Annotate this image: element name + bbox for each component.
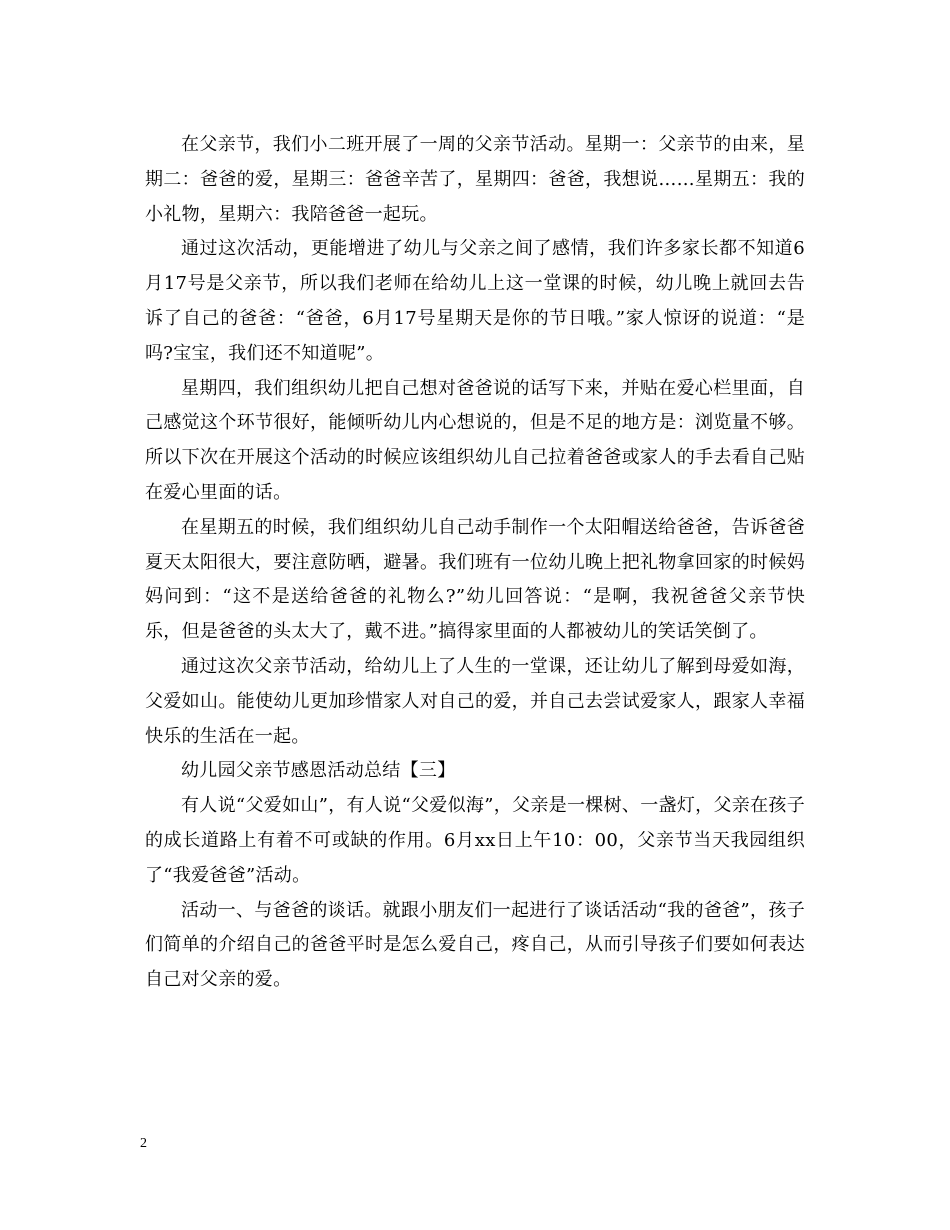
paragraph: 星期四，我们组织幼儿把自己想对爸爸说的话写下来，并贴在爱心栏里面，自己感觉这个环节很好，能倾听幼儿内心想说的，但是不足的地方是：浏览量不够。所以下次在开展这个活动的时候应该组织幼儿自己拉着爸爸或家人的手去看自己贴在爱心里面的话。: [145, 377, 805, 503]
paragraph: 有人说“父爱如山”，有人说“父爱似海”，父亲是一棵树、一盏灯，父亲在孩子的成长道路上有着不可或缺的作用。6月xx日上午10：00，父亲节当天我园组织了“我爱爸爸”活动。: [145, 795, 805, 886]
paragraph: 通过这次父亲节活动，给幼儿上了人生的一堂课，还让幼儿了解到母爱如海，父爱如山。能使幼儿更加珍惜家人对自己的爱，并自己去尝试爱家人，跟家人幸福快乐的生活在一起。: [145, 655, 805, 747]
paragraph: 通过这次活动，更能增进了幼儿与父亲之间了感情，我们许多家长都不知道6月17号是父亲节，所以我们老师在给幼儿上这一堂课的时候，幼儿晚上就回去告诉了自己的爸爸：“爸爸，6月17号星期天是你的节日哦。”家人惊讶的说道：“是吗?宝宝，我们还不知道呢”。: [145, 238, 805, 364]
section-heading: 幼儿园父亲节感恩活动总结【三】: [181, 760, 456, 782]
document-body: [145, 128, 805, 998]
paragraph: 在父亲节，我们小二班开展了一周的父亲节活动。星期一：父亲节的由来，星期二：爸爸的爱，星期三：爸爸辛苦了，星期四：爸爸，我想说……星期五：我的小礼物，星期六：我陪爸爸一起玩。: [145, 134, 805, 225]
paragraph: 在星期五的时候，我们组织幼儿自己动手制作一个太阳帽送给爸爸，告诉爸爸夏天太阳很大，要注意防晒，避暑。我们班有一位幼儿晚上把礼物拿回家的时候妈妈问到：“这不是送给爸爸的礼物么?”幼儿回答说：“是啊，我祝爸爸父亲节快乐，但是爸爸的头太大了，戴不进。”搞得家里面的人都被幼儿的笑话笑倒了。: [145, 516, 805, 643]
page-number: 2: [140, 1136, 147, 1151]
paragraph: 活动一、与爸爸的谈话。就跟小朋友们一起进行了谈话活动“我的爸爸”，孩子们简单的介绍自己的爸爸平时是怎么爱自己，疼自己，从而引导孩子们要如何表达自己对父亲的爱。: [145, 899, 805, 991]
